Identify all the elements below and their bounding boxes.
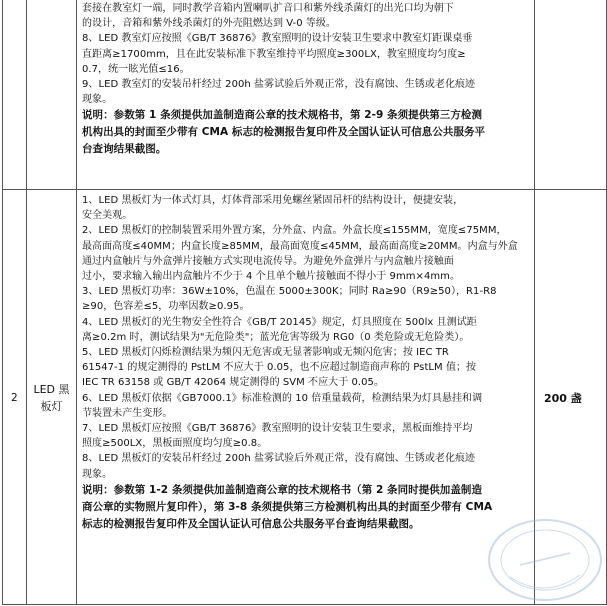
spec-line: 8、LED 教室灯应按照《GB/T 36876》教室照明的设计安装卫生要求中教室灯距课桌垂: [82, 33, 473, 45]
spec-line: 9、LED 教室灯的安装吊杆经过 200h 盐雾试验后外观正常，没有腐蚀、生锈或老化痕迹: [82, 79, 476, 91]
col-divider-name: [76, 0, 77, 604]
spec-line: 套接在教室灯一端，同时教学音箱内置喇叭扩音口和紫外线杀菌灯的出光口均为朝下: [82, 3, 454, 14]
product-name-line: LED 黑: [33, 383, 70, 396]
col-divider-index: [26, 0, 27, 604]
spec-line: 8、LED 黑板灯的安装吊杆经过 200h 盐雾试验后外观正常，没有腐蚀、生锈或老化痕迹: [82, 453, 476, 465]
spec-line: 现象。: [82, 94, 113, 106]
note-line: 机构出具的封面至少带有 CMA 标志的检测报告复印件及全国认证认可信息公共服务平: [82, 126, 486, 139]
note-line: 标志的检测报告复印件及全国认证认可信息公共服务平台查询结果截图。: [82, 517, 420, 530]
row1-note: [82, 107, 530, 158]
spec-line: 4、LED 黑板灯的光生物安全性符合《GB/T 20145》规定，灯具照度在 500lx 且测试距: [82, 316, 477, 328]
seal-watermark: [480, 505, 605, 605]
row2-note: [82, 482, 530, 533]
spec-line: 过小，要求输入输出内盒触片不少于 4 个且单个触片接触面不得小于 9mm×4mm。: [82, 271, 461, 283]
spec-line: 3、LED 黑板灯功率：36W±10%，色温在 5000±300K；同时 Ra≥90（R9≥50），R1-R8: [82, 286, 497, 298]
spec-line: 离≥0.2m 时，测试结果为"无危险类"；蓝光危害等级为 RG0（0 类危险或无危险类）。: [82, 331, 470, 343]
spec-line: 1、LED 黑板灯为一体式灯具，灯体背部采用免螺丝紧固吊杆的结构设计，便捷安装，: [82, 195, 464, 206]
row2-spec-cell: [82, 193, 530, 533]
note-line: 商公章的实物照片复印件），第 3-8 条须提供第三方检测机构出具的封面至少带有 CMA: [82, 500, 493, 513]
spec-line: 5、LED 黑板灯闪烁检测结果为频闪无危害或无显著影响或无频闪危害；按 IEC TR: [82, 347, 449, 359]
spec-line: 安全美观。: [82, 210, 133, 222]
note-line: 说明：参数第 1 条须提供加盖制造商公章的技术规格书，第 2-9 条须提供第三方检测: [82, 109, 482, 122]
row1-spec-cell: [82, 1, 530, 158]
spec-line: 的设计，音箱和紫外线杀菌灯的外壳阻燃达到 V-0 等级。: [82, 18, 336, 30]
spec-line: 6、LED 黑板灯依据《GB7000.1》标准检测的 10 倍重量载荷，检测结果为灯具悬挂和调: [82, 392, 483, 404]
spec-line: 照度≥500LX，黑板面照度均匀度≥0.8。: [82, 438, 268, 450]
spec-line: 节装置未产生变形。: [82, 407, 173, 419]
spec-line: 最高面高度≤40MM；内盒长度≥85MM，最高面宽度≤45MM，最高面高度≥20MM。内盒与外盒: [82, 240, 518, 252]
row2-quantity: 200 盏: [544, 392, 582, 405]
row2-index: 2: [11, 392, 18, 404]
spec-line: IEC TR 63158 或 GB/T 42064 规定测得的 SVM 不应大于 0.05。: [82, 377, 385, 389]
note-line: 说明：参数第 1-2 条须提供加盖制造商公章的技术规格书（第 2 条同时提供加盖制造: [82, 483, 482, 496]
row-divider: [3, 189, 606, 190]
spec-line: 2、LED 黑板灯的控制装置采用外置方案，分外盒、内盒。外盒长度≤155MM，宽度≤75MM，: [82, 225, 507, 237]
product-name-line: 板灯: [40, 400, 63, 413]
row2-product-name: [27, 381, 76, 415]
spec-line: 7、LED 黑板灯应按照《GB/T 36876》教室照明的设计安装卫生要求，黑板面维持平均: [82, 423, 473, 435]
note-line: 台查询结果截图。: [82, 143, 167, 156]
spec-line: ≥90，色容差≤5，功率因数≥0.95。: [82, 301, 250, 313]
spec-line: 现象。: [82, 468, 113, 480]
spec-line: 61547-1 的规定测得的 PstLM 不应大于 0.05，也不应超过制造商声称的 PstLM 值；按: [82, 362, 477, 374]
spec-line: 通过内盒触片与外盒弹片接触方式实现电流传导。为避免外盒弹片与内盒触片接触面: [82, 255, 454, 267]
spec-line: 直距离≥1700mm，且在此安装标准下教室维持平均照度≥300LX，教室照度均匀度≥: [82, 48, 466, 60]
spec-line: 0.7，统一眩光值≤16。: [82, 63, 190, 75]
